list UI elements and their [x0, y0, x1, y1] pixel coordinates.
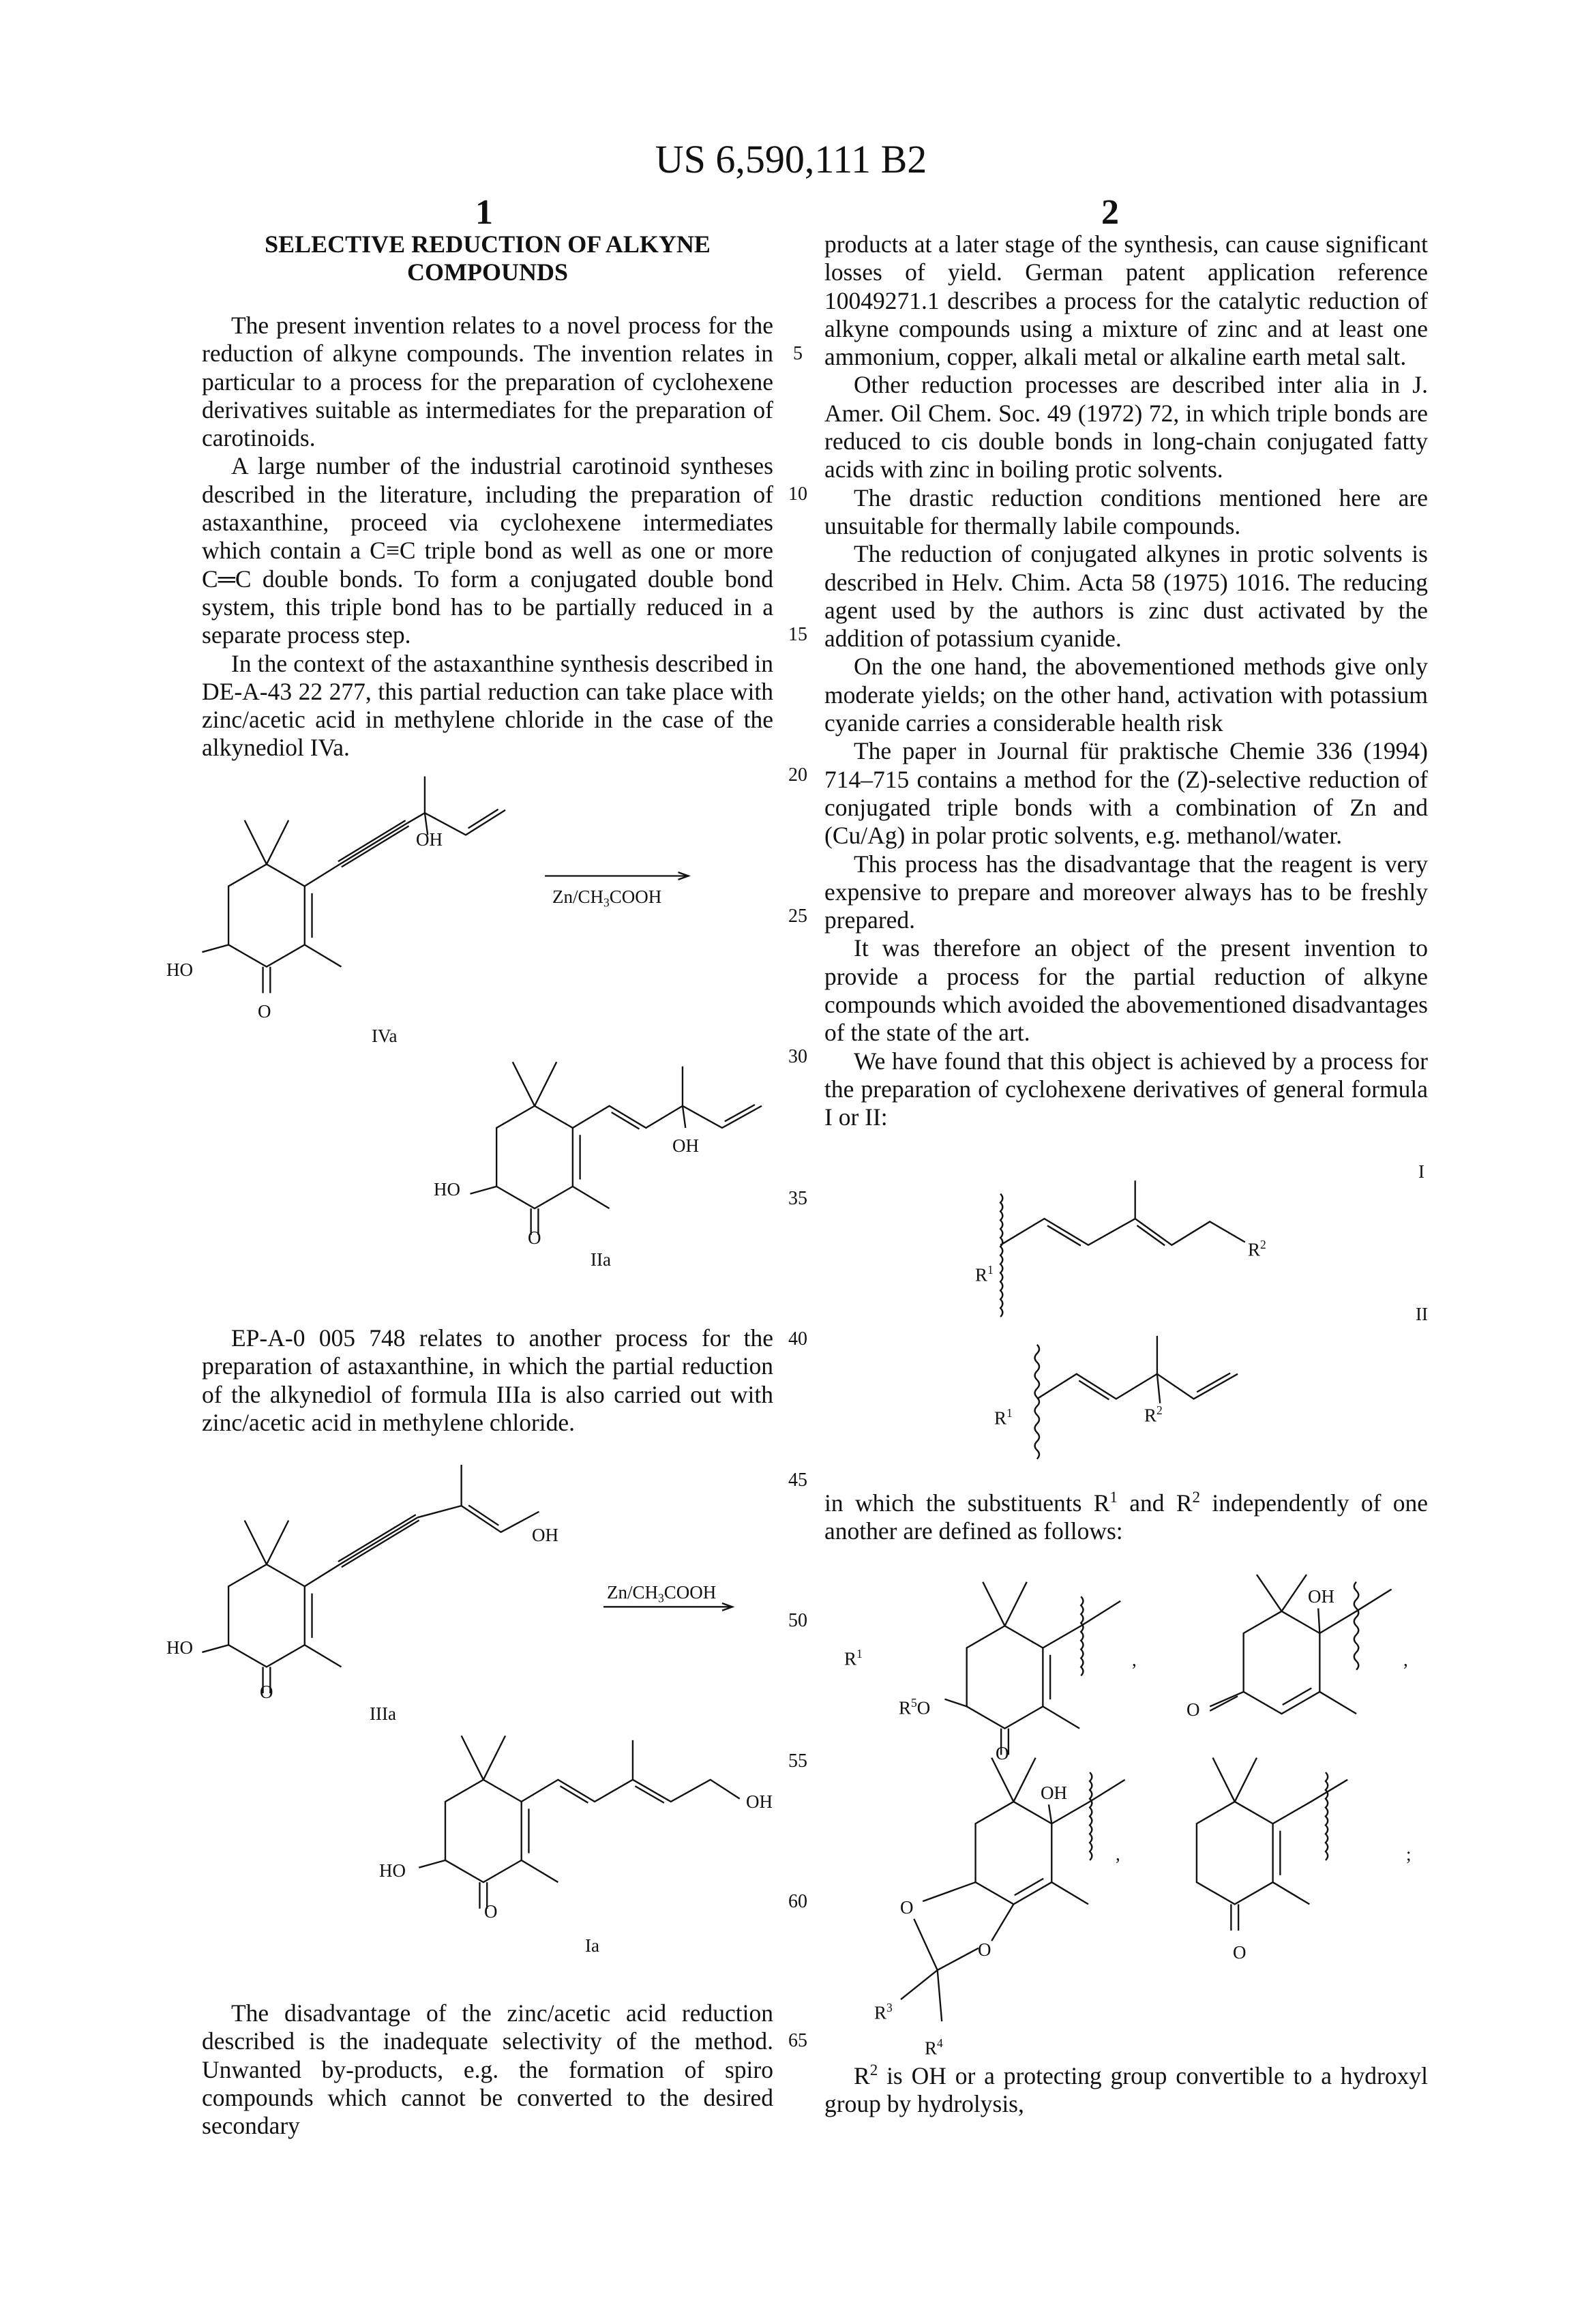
double-bond	[1047, 1225, 1081, 1245]
oh-label: OH	[1041, 1784, 1067, 1802]
paragraph	[824, 1483, 1428, 1545]
paragraph: We have found that this object is achieved by a process for the preparation of cyclohexene derivatives of general formula I or II:	[824, 1047, 1428, 1132]
paragraph	[824, 2056, 1428, 2118]
superscript: 2	[1156, 1403, 1163, 1417]
comma: ,	[1132, 1651, 1137, 1669]
paragraph: EP-A-0 005 748 relates to another process for the preparation of astaxanthine, in which the partial reduction of the alkynediol of formula IIIa is also carried out with zinc/acetic acid in methylene chloride.	[202, 1324, 773, 1437]
chain	[1318, 1609, 1319, 1634]
chain	[914, 1919, 979, 1970]
comma: ,	[1403, 1651, 1408, 1669]
comma: ,	[1116, 1845, 1120, 1864]
dioxolane-o-label: O	[900, 1898, 914, 1917]
chain	[1213, 1758, 1235, 1802]
chain	[513, 1062, 535, 1105]
superscript: 2	[1193, 1488, 1201, 1506]
iva-compound-label: IVa	[372, 1027, 397, 1045]
superscript: 3	[886, 2001, 893, 2014]
r4-label	[925, 2038, 943, 2058]
text: COOH	[664, 1582, 717, 1603]
text: R	[1144, 1405, 1156, 1426]
text: R	[994, 1408, 1006, 1429]
cyclohexene-ring	[1244, 1611, 1320, 1714]
ketone-o-label: O	[996, 1744, 1009, 1763]
double-bond	[725, 1105, 755, 1121]
chain	[944, 1699, 966, 1707]
semicolon: ;	[1406, 1845, 1412, 1864]
chain	[245, 820, 267, 864]
chain	[305, 1564, 340, 1586]
oh-label: OH	[1308, 1588, 1334, 1606]
column-number-right: 2	[1076, 192, 1144, 233]
line-number: 15	[777, 624, 818, 646]
iia-oh-label: OH	[672, 1137, 699, 1155]
chain	[462, 1506, 539, 1532]
line-number: 40	[777, 1328, 818, 1350]
double-bond	[612, 1112, 640, 1129]
double-bond	[1015, 1879, 1043, 1895]
iiia-compound-label: IIIa	[370, 1705, 396, 1723]
chain	[202, 1645, 228, 1652]
iia-ho-label: HO	[434, 1180, 460, 1199]
chain	[1135, 1219, 1245, 1245]
wavy-bond	[1354, 1582, 1358, 1670]
wavy-bond	[1090, 1772, 1092, 1860]
chain	[305, 944, 342, 966]
chain	[462, 1735, 483, 1779]
superscript: 2	[1260, 1238, 1266, 1251]
subscript: 3	[658, 1591, 664, 1605]
superscript: 2	[870, 2061, 878, 2079]
chain	[535, 1062, 556, 1105]
formula-i-r2	[1248, 1239, 1266, 1260]
chain	[522, 1740, 633, 1802]
chain	[938, 1970, 942, 2021]
chain	[1235, 1758, 1257, 1802]
title-line-1: SELECTIVE REDUCTION OF ALKYNE	[202, 230, 773, 258]
chain	[522, 1860, 558, 1882]
formula-i-r1	[975, 1264, 994, 1285]
text: R	[844, 1649, 856, 1669]
chain	[983, 1582, 1004, 1626]
chain	[1157, 1374, 1160, 1403]
iiia-ho-label: HO	[166, 1639, 193, 1657]
double-bond	[468, 809, 498, 829]
title-line-2: COMPOUNDS	[202, 258, 773, 286]
chain	[901, 1970, 938, 1999]
superscript: 4	[937, 2036, 943, 2050]
chain	[1257, 1575, 1282, 1611]
cyclohexene-ring	[445, 1780, 522, 1882]
formula-ii-r1	[994, 1407, 1013, 1428]
text: Zn/CH	[607, 1582, 658, 1603]
text: independently of one another are defined as follows:	[824, 1489, 1428, 1545]
chain	[633, 1780, 740, 1802]
paragraph: On the one hand, the abovementioned methods give only moderate yields; on the other hand, activation with potassium cyanide carries a considerable health risk	[824, 653, 1428, 737]
line-number: 25	[777, 906, 818, 927]
superscript: 1	[856, 1647, 863, 1660]
chain	[417, 1465, 461, 1517]
chain	[419, 1860, 445, 1868]
text: R	[975, 1265, 987, 1285]
wavy-bond	[1326, 1772, 1328, 1860]
formula-i-label: I	[1418, 1163, 1424, 1181]
line-number: 20	[777, 764, 818, 786]
left-column-bottom	[202, 1999, 773, 2140]
chain	[202, 944, 228, 952]
chain	[1037, 1336, 1157, 1399]
column-number-left: 1	[450, 192, 518, 233]
paragraph: The drastic reduction conditions mentioned here are unsuitable for thermally labile compounds.	[824, 484, 1428, 541]
chain	[1005, 1582, 1027, 1626]
superscript: 1	[987, 1263, 994, 1277]
chain	[1319, 1692, 1356, 1714]
double-bond	[1210, 1696, 1238, 1710]
ketone-o-label: O	[1233, 1943, 1247, 1962]
arrow-head	[678, 872, 689, 880]
cyclohexene-ring	[1197, 1802, 1273, 1904]
double-bond	[1197, 1373, 1230, 1392]
cyclohexene-ring	[228, 864, 305, 966]
text: Zn/CH	[552, 887, 603, 907]
chain	[573, 1187, 610, 1208]
triple-bond	[340, 823, 407, 864]
double-bond	[561, 1786, 588, 1802]
chain	[683, 1106, 685, 1128]
paragraph: The disadvantage of the zinc/acetic acid reduction described is the inadequate selectivity of the method. Unwanted by-products, e.g. the formation of spiro compounds which cannot be converted to the desired secondary	[202, 1999, 773, 2140]
left-column-intro	[202, 312, 773, 762]
line-number: 65	[777, 2030, 818, 2052]
reagent-label-2	[607, 1583, 716, 1605]
cyclohexene-ring	[967, 1626, 1043, 1728]
chain	[991, 1904, 1013, 1941]
chain	[407, 776, 425, 823]
superscript: 1	[1006, 1406, 1013, 1420]
iiia-oh-label: OH	[532, 1526, 558, 1545]
chain	[1210, 1692, 1243, 1706]
arrow-head	[722, 1603, 732, 1611]
text: R	[899, 1698, 911, 1718]
paragraph: The present invention relates to a novel process for the reduction of alkyne compounds. The invention relates in particular to a process for the preparation of cyclohexene derivatives suitable as intermediates for the preparation of carotinoids.	[202, 312, 773, 452]
chain	[1013, 1758, 1035, 1802]
iia-compound-label: IIa	[591, 1251, 611, 1269]
triple-bond	[338, 1515, 416, 1562]
chain	[305, 1645, 342, 1667]
triple-bond	[342, 1520, 419, 1567]
document-title	[202, 230, 773, 286]
patent-number: US 6,590,111 B2	[0, 136, 1582, 182]
wavy-bond	[1081, 1596, 1083, 1675]
chain	[267, 820, 288, 864]
double-bond	[468, 1505, 498, 1525]
chain	[1051, 1882, 1088, 1904]
line-number: 10	[777, 483, 818, 505]
text: R	[925, 2038, 937, 2059]
chain	[1282, 1575, 1307, 1611]
chain	[573, 1106, 683, 1128]
line-number: 45	[777, 1470, 818, 1491]
chain	[991, 1758, 1013, 1802]
triple-bond	[342, 826, 409, 867]
ia-ho-label: HO	[379, 1862, 406, 1880]
ia-o-label: O	[484, 1903, 498, 1921]
chain	[267, 1521, 288, 1564]
chain	[1043, 1601, 1120, 1648]
text: R	[874, 2003, 886, 2023]
chain	[1157, 1374, 1238, 1399]
r2-definition	[824, 2056, 1428, 2118]
line-number: 30	[777, 1046, 818, 1068]
line-number: 50	[777, 1610, 818, 1632]
line-number: 60	[777, 1891, 818, 1913]
text: is OH or a protecting group convertible to a hydroxyl group by hydrolysis,	[824, 2062, 1428, 2117]
text: COOH	[610, 887, 662, 907]
double-bond	[635, 1786, 663, 1802]
formula-ii-label: II	[1416, 1305, 1428, 1324]
line-number: 55	[777, 1751, 818, 1772]
text: R	[1248, 1240, 1260, 1260]
paragraph: In the context of the astaxanthine synthesis described in DE-A-43 22 277, this partial reduction can take place with zinc/acetic acid in methylene chloride in the case of the alkynediol IVa.	[202, 650, 773, 762]
chain	[683, 1106, 762, 1128]
chain	[923, 1882, 975, 1901]
iia-o-label: O	[528, 1229, 541, 1247]
formula-ii-r2	[1144, 1405, 1163, 1425]
paragraph: A large number of the industrial carotinoid syntheses described in the literature, including the preparation of astaxanthine, proceed via cyclohexene intermediates which contain a C≡C triple bond as well as one or more C═C double bonds. To form a conjugated double bond system, this triple bond has to be partially reduced in a separate process step.	[202, 452, 773, 649]
line-number: 35	[777, 1188, 818, 1210]
text: O	[917, 1698, 931, 1718]
iva-oh-label: OH	[416, 831, 443, 849]
double-bond	[1137, 1225, 1165, 1245]
wavy-bond	[1035, 1345, 1039, 1459]
iiia-o-label: O	[260, 1683, 273, 1701]
superscript: 5	[911, 1696, 917, 1710]
triple-bond	[338, 820, 406, 861]
r3-label	[874, 2002, 893, 2023]
paragraph: Other reduction processes are described inter alia in J. Amer. Oil Chem. Soc. 49 (1972) 72, in which triple bonds are reduced to cis double bonds in long-chain conjugated fatty acids with zinc in boiling protic solvents.	[824, 371, 1428, 483]
paragraph: The reduction of conjugated alkynes in protic solvents is described in Helv. Chim. Acta 58 (1975) 1016. The reducing agent used by the authors is zinc dust activated by the addition of potassium cyanide.	[824, 540, 1428, 653]
text: and R	[1118, 1489, 1193, 1517]
ketone-o-label: O	[1186, 1701, 1200, 1719]
cyclohexene-ring	[496, 1106, 573, 1208]
wavy-bond	[1000, 1194, 1002, 1317]
ia-compound-label: Ia	[585, 1937, 599, 1955]
iva-o-label: O	[258, 1002, 271, 1021]
superscript: 1	[1109, 1488, 1118, 1506]
right-column-text	[824, 230, 1428, 1132]
chain	[1273, 1780, 1348, 1823]
paragraph: This process has the disadvantage that the reagent is very expensive to prepare and moreover always has to be freshly prepared.	[824, 850, 1428, 935]
paragraph: It was therefore an object of the present invention to provide a process for the partial reduction of alkyne compounds which avoided the abovementioned disadvantages of the state of the art.	[824, 934, 1428, 1047]
ia-oh-label: OH	[746, 1793, 773, 1811]
chain	[483, 1735, 505, 1779]
chain	[1043, 1706, 1079, 1728]
chain	[1049, 1804, 1051, 1823]
substituents-paragraph	[824, 1483, 1428, 1545]
text: R	[854, 2062, 870, 2089]
chain	[1000, 1180, 1135, 1245]
cyclohexene-ring	[228, 1564, 305, 1667]
dioxolane-o-label: O	[978, 1941, 991, 1959]
chain	[471, 1187, 497, 1194]
cyclohexene-ring	[976, 1802, 1052, 1904]
text: in which the substituents R	[824, 1489, 1109, 1517]
left-column-middle	[202, 1324, 773, 1437]
line-number: 5	[777, 343, 818, 365]
iva-ho-label: HO	[166, 961, 193, 979]
paragraph: The paper in Journal für praktische Chemie 336 (1994) 714–715 contains a method for the (Z)-selective reduction of conjugated triple bonds with a combination of Zn and (Cu/Ag) in polar protic solvents, e.g. methanol/water.	[824, 737, 1428, 850]
subscript: 3	[603, 895, 610, 909]
triple-bond	[340, 1517, 417, 1564]
double-bond	[1079, 1381, 1109, 1400]
r1-label	[844, 1648, 863, 1669]
paragraph: products at a later stage of the synthesis, can cause significant losses of yield. German patent application reference 10049271.1 describes a process for the catalytic reduction of alkyne compounds using a mixture of zinc and at least one ammonium, copper, alkali metal or alkaline earth metal salt.	[824, 230, 1428, 371]
chain	[245, 1521, 267, 1564]
r5o-label	[899, 1697, 930, 1718]
double-bond	[1283, 1688, 1311, 1705]
reagent-label-1	[552, 888, 661, 909]
chain	[1273, 1882, 1310, 1904]
chain	[305, 864, 340, 886]
